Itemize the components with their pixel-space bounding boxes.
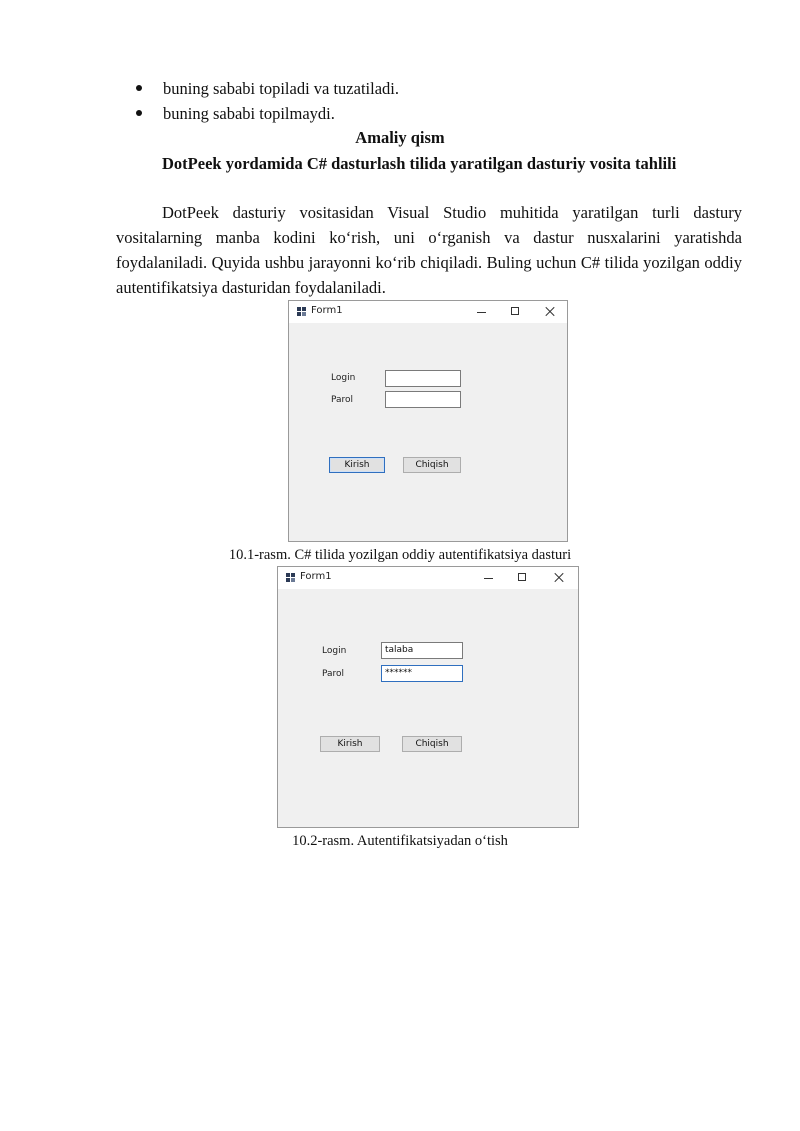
section-title: Amaliy qism: [355, 128, 445, 147]
bullet-icon: [136, 110, 142, 116]
login-label: Login: [322, 646, 347, 656]
parol-input[interactable]: ******: [381, 665, 463, 682]
form-app-icon: [286, 573, 296, 583]
close-icon[interactable]: [533, 301, 567, 323]
chiqish-button[interactable]: Chiqish: [403, 457, 461, 473]
maximize-icon[interactable]: [499, 301, 533, 323]
kirish-button[interactable]: Kirish: [320, 736, 380, 752]
login-label: Login: [331, 373, 356, 383]
title-bar: [278, 567, 578, 589]
body-paragraph: DotPeek dasturiy vositasidan Visual Studio muhitida yaratilgan turli dastury vositalarning manba kodini ko‘rish, uni o‘rganish va dastur nusxalarini yaratishda foydalaniladi. Quyida ushbu jarayonni ko‘rib chiqiladi. Buling uchun C# tilida yozilgan oddiy autentifikatsiya dasturidan foydalaniladi.: [116, 203, 742, 297]
bullet-icon: [136, 85, 142, 91]
kirish-button[interactable]: Kirish: [329, 457, 385, 473]
window-title: Form1: [311, 305, 343, 316]
form1-window-screenshot: [277, 566, 579, 828]
login-input[interactable]: [385, 370, 461, 387]
figure-caption: 10.1-rasm. C# tilida yozilgan oddiy autentifikatsiya dasturi: [228, 547, 572, 563]
bullet-list: [133, 76, 399, 126]
maximize-icon[interactable]: [506, 567, 540, 589]
form-app-icon: [297, 307, 307, 317]
parol-label: Parol: [322, 669, 345, 679]
bullet-item: buning sababi topiladi va tuzatiladi.: [133, 76, 399, 101]
parol-input[interactable]: [385, 391, 461, 408]
subtitle: DotPeek yordamida C# dasturlash tilida yaratilgan dasturiy vosita tahlili: [162, 154, 677, 173]
chiqish-button[interactable]: Chiqish: [402, 736, 462, 752]
minimize-icon[interactable]: [465, 301, 499, 323]
bullet-item: buning sababi topilmaydi.: [133, 101, 399, 126]
login-input[interactable]: talaba: [381, 642, 463, 659]
close-icon[interactable]: [542, 567, 576, 589]
figure-caption: 10.2-rasm. Autentifikatsiyadan o‘tish: [292, 833, 508, 849]
form1-window-screenshot: [288, 300, 568, 542]
title-bar: [289, 301, 567, 323]
minimize-icon[interactable]: [472, 567, 506, 589]
parol-label: Parol: [331, 395, 354, 405]
window-title: Form1: [300, 571, 332, 582]
